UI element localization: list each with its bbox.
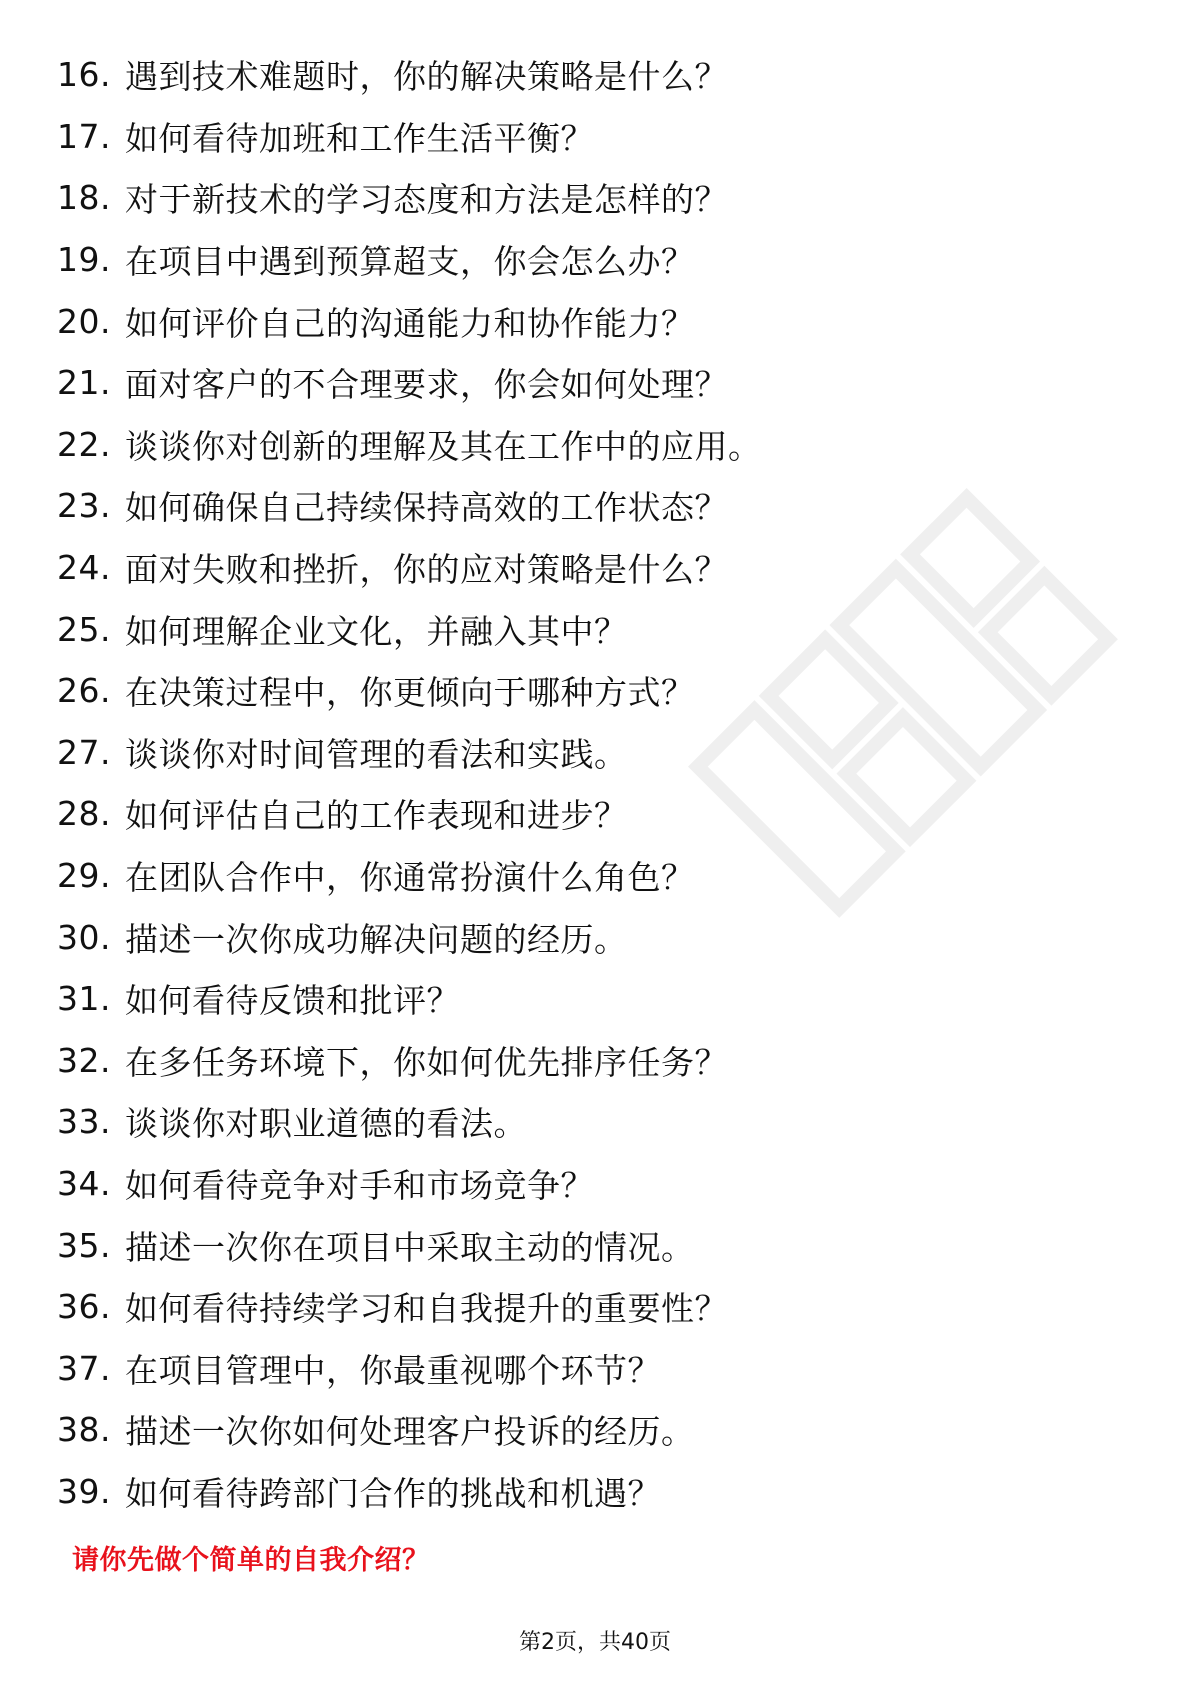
question-text: 在团队合作中，你通常扮演什么角色？ [125, 858, 695, 898]
question-text: 描述一次你在项目中采取主动的情况。 [125, 1227, 695, 1267]
question-text: 如何理解企业文化，并融入其中？ [125, 611, 628, 651]
question-text: 面对客户的不合理要求，你会如何处理？ [125, 365, 728, 405]
question-number: 21. [57, 363, 111, 403]
question-item [57, 352, 1137, 414]
question-text: 对于新技术的学习态度和方法是怎样的？ [125, 180, 728, 220]
question-text: 谈谈你对创新的理解及其在工作中的应用。 [125, 426, 762, 466]
question-text: 如何看待反馈和批评？ [125, 981, 460, 1021]
question-text: 在项目管理中，你最重视哪个环节？ [125, 1350, 661, 1390]
question-item [57, 44, 1137, 106]
question-number: 26. [57, 671, 111, 711]
question-text: 如何看待加班和工作生活平衡？ [125, 118, 594, 158]
question-item [57, 906, 1137, 968]
question-number: 36. [57, 1287, 111, 1327]
question-item [57, 783, 1137, 845]
question-number: 22. [57, 424, 111, 464]
question-text: 在项目中遇到预算超支，你会怎么办？ [125, 242, 695, 282]
question-number: 30. [57, 917, 111, 957]
question-item [57, 598, 1137, 660]
question-number: 18. [57, 178, 111, 218]
question-text: 遇到技术难题时，你的解决策略是什么？ [125, 57, 728, 97]
question-number: 27. [57, 732, 111, 772]
question-item [57, 1030, 1137, 1092]
question-item [57, 722, 1137, 784]
question-item [57, 290, 1137, 352]
question-number: 33. [57, 1102, 111, 1142]
question-item [57, 1153, 1137, 1215]
question-text: 谈谈你对时间管理的看法和实践。 [125, 734, 628, 774]
question-text: 谈谈你对职业道德的看法。 [125, 1104, 527, 1144]
question-text: 如何评估自己的工作表现和进步？ [125, 796, 628, 836]
question-text: 如何评价自己的沟通能力和协作能力？ [125, 303, 695, 343]
question-list [57, 44, 1137, 1522]
question-number: 19. [57, 240, 111, 280]
question-number: 20. [57, 301, 111, 341]
question-text: 面对失败和挫折，你的应对策略是什么？ [125, 550, 728, 590]
question-text: 在多任务环境下，你如何优先排序任务？ [125, 1042, 728, 1082]
question-text: 描述一次你如何处理客户投诉的经历。 [125, 1412, 695, 1452]
question-number: 38. [57, 1410, 111, 1450]
question-number: 29. [57, 856, 111, 896]
question-text: 如何确保自己持续保持高效的工作状态？ [125, 488, 728, 528]
question-item [57, 1091, 1137, 1153]
question-item [57, 106, 1137, 168]
question-number: 24. [57, 548, 111, 588]
question-item [57, 968, 1137, 1030]
question-item [57, 475, 1137, 537]
question-text: 如何看待竞争对手和市场竞争？ [125, 1165, 594, 1205]
question-item [57, 845, 1137, 907]
question-number: 37. [57, 1348, 111, 1388]
question-item [57, 537, 1137, 599]
question-item [57, 414, 1137, 476]
question-item [57, 167, 1137, 229]
question-number: 17. [57, 116, 111, 156]
question-item [57, 1276, 1137, 1338]
highlight-question: 请你先做个简单的自我介绍？ [72, 1545, 430, 1576]
question-item [57, 1399, 1137, 1461]
question-number: 28. [57, 794, 111, 834]
question-number: 23. [57, 486, 111, 526]
question-number: 16. [57, 55, 111, 95]
question-item [57, 1337, 1137, 1399]
question-text: 如何看待跨部门合作的挑战和机遇？ [125, 1473, 661, 1513]
question-text: 如何看待持续学习和自我提升的重要性？ [125, 1289, 728, 1329]
question-text: 描述一次你成功解决问题的经历。 [125, 919, 628, 959]
question-number: 39. [57, 1471, 111, 1511]
question-number: 35. [57, 1225, 111, 1265]
question-number: 32. [57, 1040, 111, 1080]
question-item [57, 1461, 1137, 1523]
question-text: 在决策过程中，你更倾向于哪种方式？ [125, 673, 695, 713]
question-item [57, 229, 1137, 291]
question-number: 25. [57, 609, 111, 649]
question-number: 34. [57, 1163, 111, 1203]
question-item [57, 1214, 1137, 1276]
question-number: 31. [57, 979, 111, 1019]
question-item [57, 660, 1137, 722]
page-number: 第2页，共40页 [519, 1630, 671, 1655]
